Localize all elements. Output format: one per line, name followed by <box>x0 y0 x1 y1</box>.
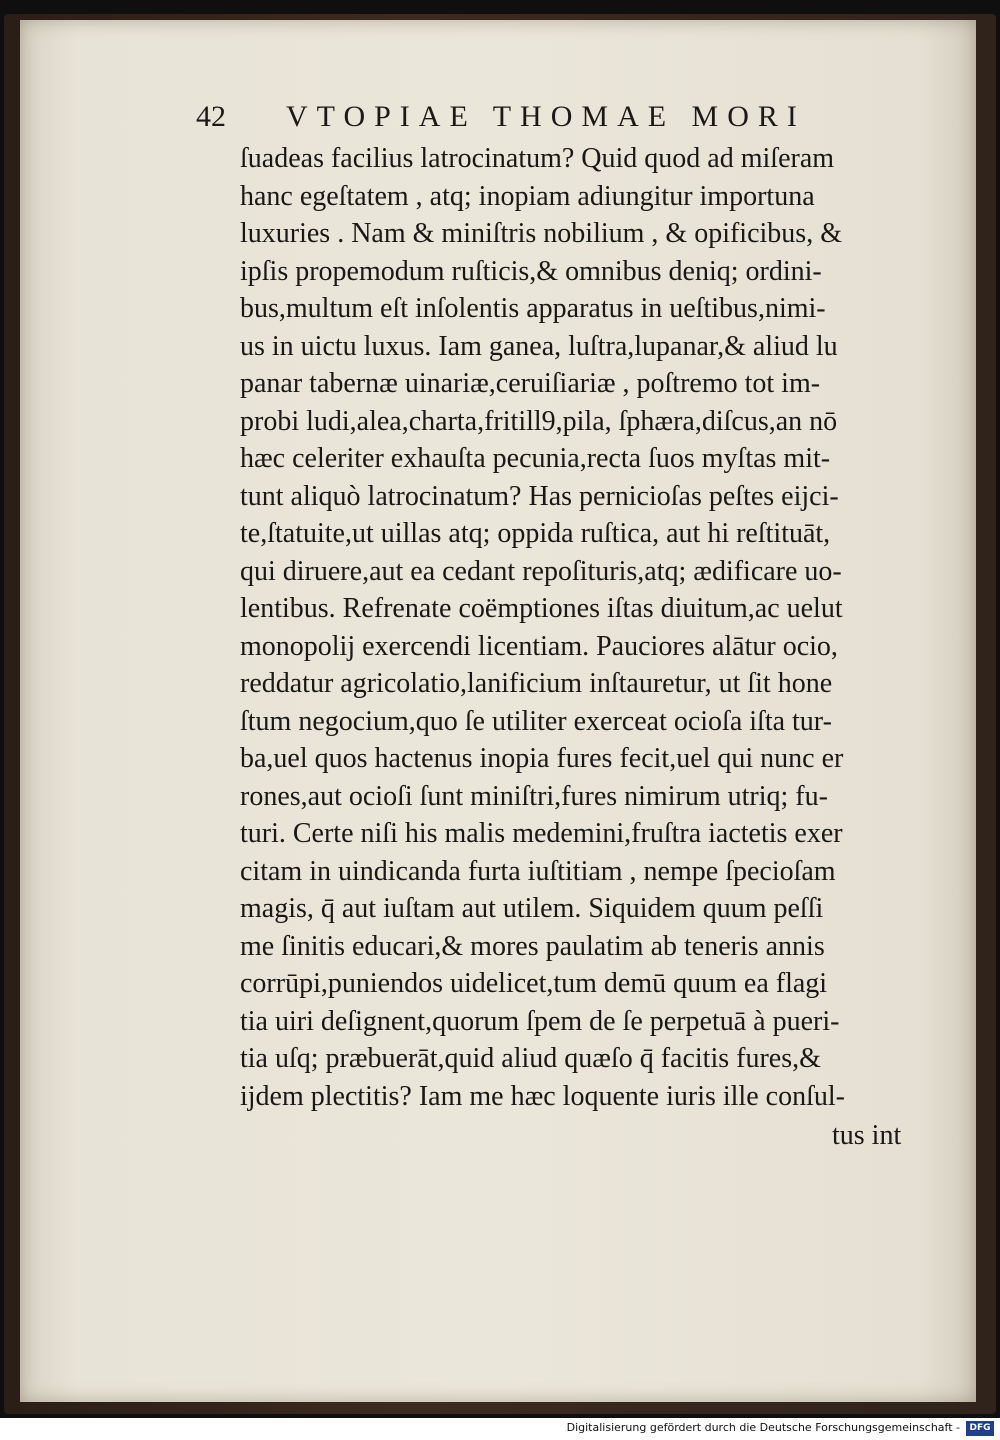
text-line: luxuries . Nam & miniſtris nobilium , & opificibus, & <box>240 218 842 249</box>
text-line: probi ludi,alea,charta,fritill9,pila, ſphæra,diſcus,an nō <box>240 405 838 437</box>
catchword: tus int <box>832 1120 902 1151</box>
text-line: bus,multum eſt inſolentis apparatus in ueſtibus,nimi- <box>240 293 826 324</box>
footer-bar <box>0 1418 1000 1440</box>
text-line: ſuadeas facilius latrocinatum? Quid quod ad miſeram <box>240 143 835 174</box>
dfg-logo-icon: DFG <box>966 1421 994 1436</box>
text-line: magis, q̄ aut iuſtam aut utilem. Siquidem quum peſſi <box>240 893 824 924</box>
funding-credit: Digitalisierung gefördert durch die Deutsche Forschungsgemeinschaft - <box>566 1421 960 1434</box>
text-line: ſtum negocium,quo ſe utiliter exerceat ocioſa iſta tur- <box>240 705 832 737</box>
page-number: 42 <box>196 100 226 133</box>
body-text <box>240 140 930 1115</box>
text-line: corrūpi,puniendos uidelicet,tum demū quum ea flagi <box>240 968 828 999</box>
text-line: lentibus. Refrenate coëmptiones iſtas diuitum,ac uelut <box>240 593 843 624</box>
text-line: hæc celeriter exhauſta pecunia,recta ſuos myſtas mit- <box>240 443 831 474</box>
text-line: panar tabernæ uinariæ,ceruiſiariæ , poſtremo tot im- <box>240 368 821 399</box>
text-line: tia uiri deſignent,quorum ſpem de ſe perpetuā à pueri- <box>240 1005 840 1037</box>
text-line: tia uſq; præbuerāt,quid aliud quæſo q̄ facitis fures,& <box>240 1043 821 1074</box>
text-line: ipſis propemodum ruſticis,& omnibus deniq; ordini- <box>240 255 822 287</box>
text-line: ijdem plectitis? Iam me hæc loquente iuris ille conſul- <box>240 1080 845 1112</box>
text-line: turi. Certe niſi his malis medemini,fruſtra iactetis exer <box>240 818 843 849</box>
text-line: hanc egeſtatem , atq; inopiam adiungitur importuna <box>240 180 815 212</box>
text-line: monopolij exercendi licentiam. Pauciores alātur ocio, <box>240 630 838 662</box>
text-line: reddatur agricolatio,lanificium inſtauretur, ut ſit hone <box>240 668 833 699</box>
running-head: VTOPIAE THOMAE MORI <box>286 100 806 133</box>
text-line: me ſinitis educari,& mores paulatim ab teneris annis <box>240 930 825 962</box>
text-line: qui diruere,aut ea cedant repoſituris,atq; ædificare uo- <box>240 555 842 587</box>
text-line: us in uictu luxus. Iam ganea, luſtra,lupanar,& aliud lu <box>240 330 838 362</box>
text-line: te,ſtatuite,ut uillas atq; oppida ruſtica, aut hi reſtituāt, <box>240 518 831 549</box>
text-line: ba,uel quos hactenus inopia fures fecit,uel qui nunc er <box>240 743 844 774</box>
page-header <box>196 100 916 140</box>
text-line: citam in uindicanda furta iuſtitiam , nempe ſpecioſam <box>240 855 836 887</box>
text-line: tunt aliquò latrocinatum? Has pernicioſas peſtes eijci- <box>240 480 839 512</box>
text-line: rones,aut ocioſi ſunt miniſtri,fures nimirum utriq; fu- <box>240 780 828 812</box>
